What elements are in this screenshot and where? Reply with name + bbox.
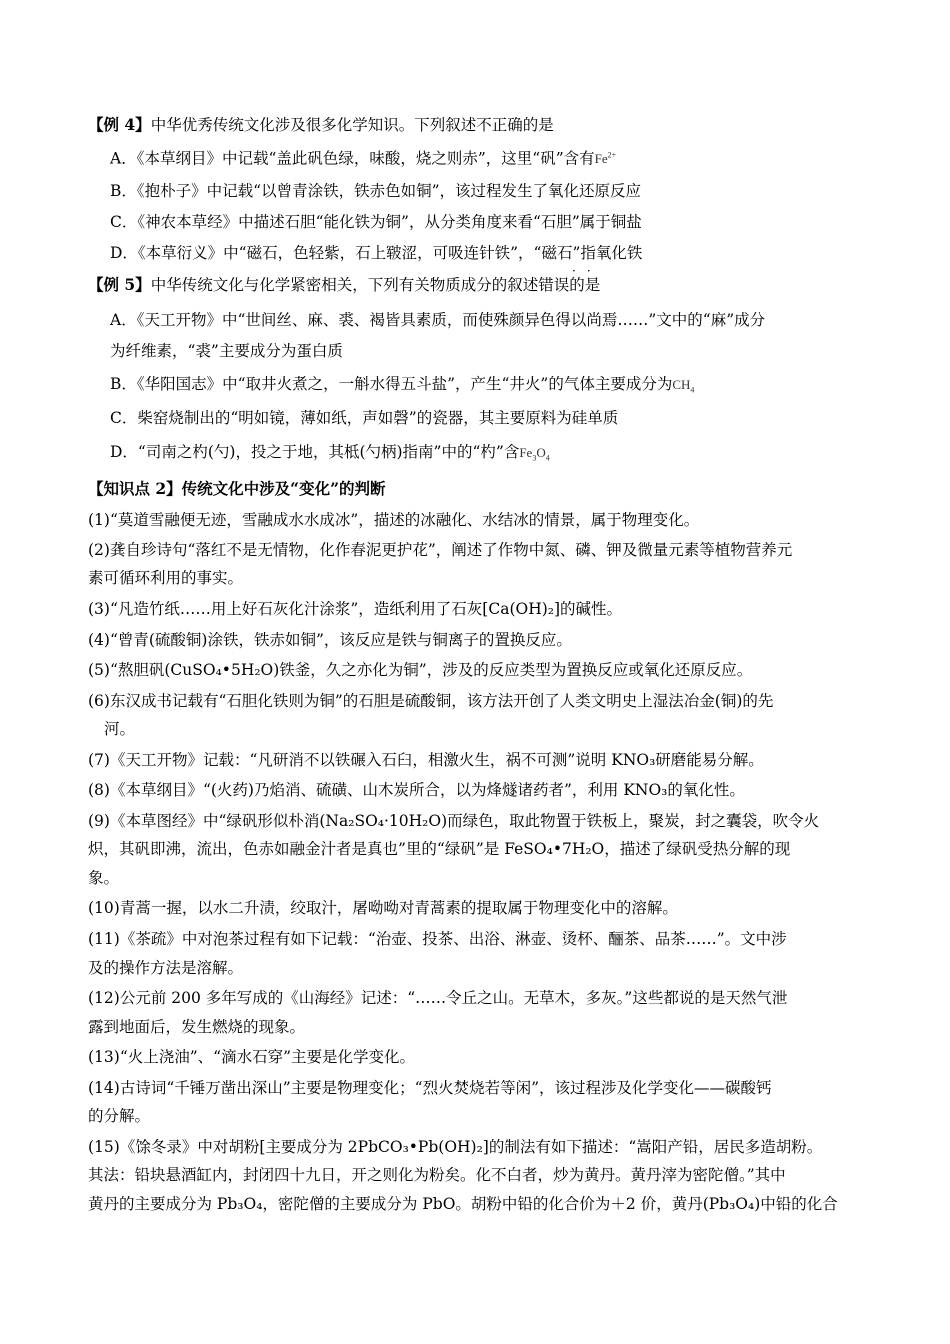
formula-part: O — [536, 445, 546, 460]
option-b-text: B．《华阳国志》中“取井火煮之，一斛水得五斗盐”，产生“井火”的气体主要成分为 — [110, 375, 673, 393]
formula-base: Fe — [594, 151, 608, 167]
formula-subscript: 4 — [545, 453, 550, 463]
kp-item-7: (7)《天工开物》记载：“凡研消不以铁碾入石臼，相激火生，祸不可测”说明 KNO₃研磨能易分解。 — [88, 751, 764, 769]
example-4-option-d: D．《本草衍义》中“磁石，色轻紫，石上皲涩，可吸连针铁”，“磁石”指氧化铁 — [110, 244, 643, 262]
example-4-option-c: C．《神农本草经》中描述石胆“能化铁为铜”，从分类角度来看“石胆”属于铜盐 — [110, 213, 642, 231]
kp-item-4: (4)“曾青(硫酸铜)涂铁，铁赤如铜”，该反应是铁与铜离子的置换反应。 — [88, 631, 572, 649]
formula-subscript: 4 — [690, 385, 695, 395]
example-5-option-c: C．柴窑烧制出的“明如镜，薄如纸，声如磬”的瓷器，其主要原料为硅单质 — [110, 409, 619, 427]
example-4-label: 【例 4】 — [88, 115, 151, 134]
kp-item-8: (8)《本草纲目》“(火药)乃焰消、硫磺、山木炭所合，以为烽燧诸药者”，利用 KNO₃的氧化性。 — [88, 781, 745, 799]
kp-item-11-line1: (11)《茶疏》中对泡茶过程有如下记载：“治壶、投茶、出浴、淋壶、烫杯、酾茶、品茶……”。文中涉 — [88, 930, 787, 948]
kp-item-15-line1: (15)《馀冬录》中对胡粉[主要成分为 2PbCO₃•Pb(OH)₂]的制法有如下描述：“嵩阳产铅，居民多造胡粉。 — [88, 1138, 823, 1156]
kp-item-3: (3)“凡造竹纸……用上好石灰化汁涂浆”，造纸利用了石灰[Ca(OH)₂]的碱性。 — [88, 600, 623, 618]
formula-fe2 — [595, 151, 617, 166]
kp-item-14-line1: (14)古诗词“千锤万凿出深山”主要是物理变化；“烈火焚烧若等闲”，该过程涉及化学变化——碳酸钙 — [88, 1079, 772, 1097]
example-4-question — [88, 114, 554, 136]
example-5-option-a-line1: A．《天工开物》中“世间丝、麻、裘、褐皆具素质，而使殊颜异色得以尚焉……”文中的“麻”成分 — [110, 311, 766, 329]
example-4-stem: 中华优秀传统文化涉及很多化学知识。下列叙述不正确的是 — [150, 116, 554, 134]
kp-item-2-line2: 素可循环利用的事实。 — [88, 569, 244, 587]
kp-item-9-line3: 象。 — [88, 869, 120, 887]
kp-item-5: (5)“熬胆矾(CuSO₄•5H₂O)铁釜，久之亦化为铜”，涉及的反应类型为置换反应或氧化还原反应。 — [88, 661, 753, 679]
knowledge-point-heading: 【知识点 2】传统文化中涉及“变化”的判断 — [88, 479, 386, 498]
example-5-stem: 中华传统文化与化学紧密相关，下列有关物质成分的叙述错误的是 — [150, 276, 601, 294]
kp-item-11-line2: 及的操作方法是溶解。 — [88, 959, 244, 977]
formula-subscript: 3 — [532, 453, 537, 463]
formula-part: Fe — [519, 445, 533, 460]
example-5-label: 【例 5】 — [88, 275, 151, 294]
kp-item-14-line2: 的分解。 — [88, 1107, 151, 1125]
example-5-question — [88, 274, 600, 296]
option-a-text: A．《本草纲目》中记载“盖此矾色绿，味酸，烧之则赤”，这里“矾”含有 — [110, 149, 595, 168]
kp-item-6-line1: (6)东汉成书记载有“石胆化铁则为铜”的石胆是硫酸铜，该方法开创了人类文明史上湿法冶金(铜)的先 — [88, 692, 774, 710]
kp-item-12-line1: (12)公元前 200 多年写成的《山海经》记述：“……令丘之山。无草木，多灰。”这些都说的是天然气泄 — [88, 989, 788, 1007]
example-4-option-b: B．《抱朴子》中记载“以曾青涂铁，铁赤色如铜”，该过程发生了氧化还原反应 — [110, 182, 641, 200]
example-5-option-b — [110, 373, 694, 402]
emphasis-dots: ·· — [572, 264, 602, 278]
formula-ch4 — [672, 377, 695, 395]
formula-fe3o4 — [519, 445, 550, 463]
kp-item-9-line2: 炽，其矾即沸，流出，色赤如融金汁者是真也”里的“绿矾”是 FeSO₄•7H₂O，描述了绿矾受热分解的现 — [88, 840, 791, 858]
kp-item-12-line2: 露到地面后，发生燃烧的现象。 — [88, 1018, 306, 1036]
example-5-option-d — [110, 441, 550, 470]
kp-item-9-line1: (9)《本草图经》中“绿矾形似朴消(Na₂SO₄·10H₂O)而绿色，取此物置于铁板上，聚炭，封之囊袋，吹令火 — [88, 812, 820, 830]
formula-superscript: 2+ — [607, 151, 617, 160]
kp-item-10: (10)青蒿一握，以水二升渍，绞取汁，屠呦呦对青蒿素的提取属于物理变化中的溶解。 — [88, 899, 678, 917]
kp-item-6-line2: 河。 — [104, 720, 136, 738]
kp-item-15-line3: 黄丹的主要成分为 Pb₃O₄，密陀僧的主要成分为 PbO。胡粉中铅的化合价为＋2 价，黄丹(Pb₃O₄)中铅的化合 — [88, 1195, 838, 1213]
example-5-option-a-line2: 为纤维素，“裘”主要成分为蛋白质 — [110, 342, 343, 360]
kp-item-15-line2: 其法：铅块悬酒缸内，封闭四十九日，开之则化为粉矣。化不白者，炒为黄丹。黄丹滓为密陀僧。”其中 — [88, 1166, 786, 1184]
option-d-text: D．“司南之杓(勺)，投之于地，其柢(勺柄)指南”中的“杓”含 — [110, 443, 520, 461]
example-4-option-a — [110, 145, 616, 170]
kp-item-13: (13)“火上浇油”、“滴水石穿”主要是化学变化。 — [88, 1048, 416, 1066]
kp-item-2-line1: (2)龚自珍诗句“落红不是无情物，化作春泥更护花”，阐述了作物中氮、磷、钾及微量元素等植物营养元 — [88, 541, 793, 559]
formula-part: CH — [672, 377, 691, 392]
kp-item-1: (1)“莫道雪融便无迹，雪融成水水成冰”，描述的冰融化、水结冰的情景，属于物理变化。 — [88, 511, 700, 529]
